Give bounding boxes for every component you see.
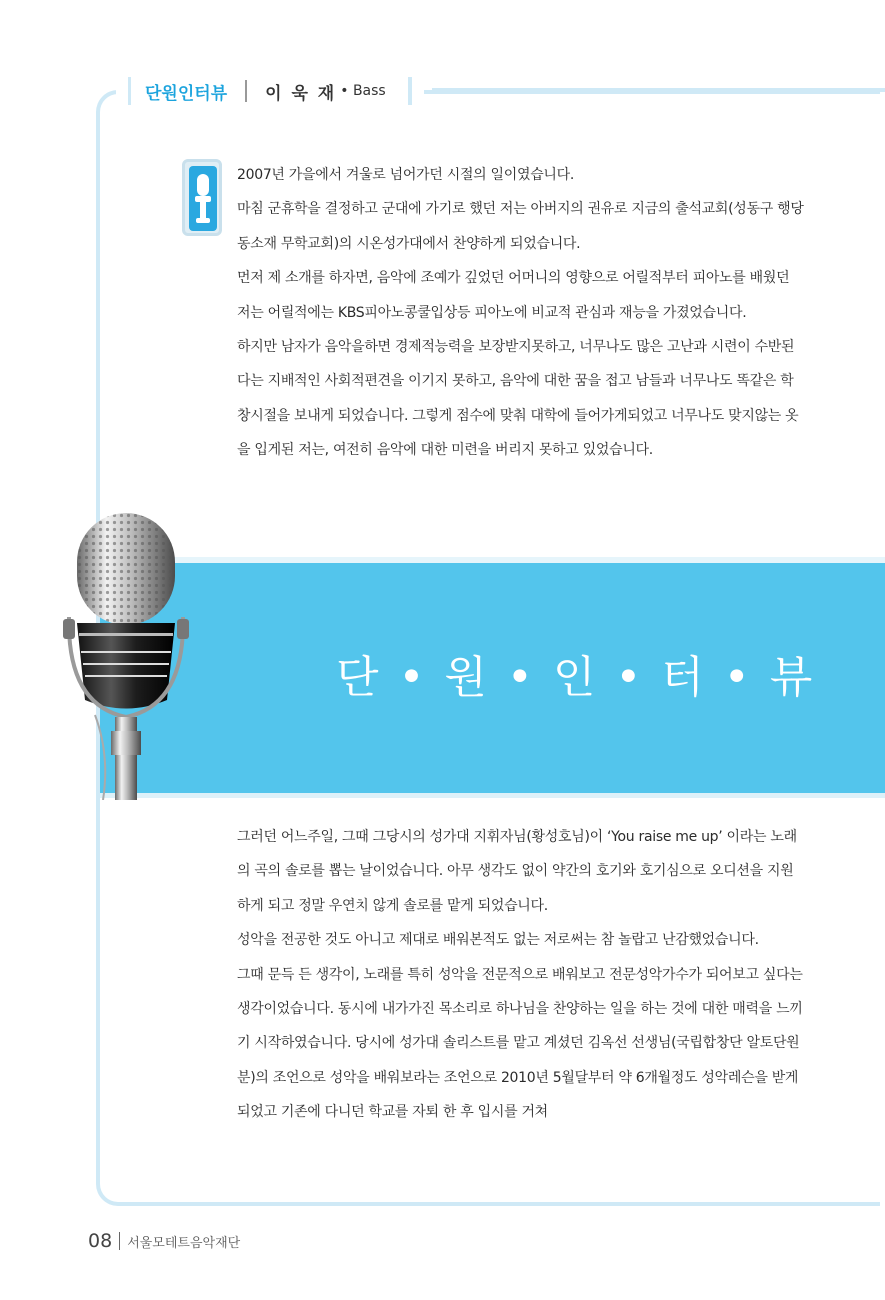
microphone-illustration-icon [55, 505, 195, 800]
intro-paragraph: 2007년 가을에서 겨울로 넘어가던 시절의 일이였습니다. [237, 167, 575, 183]
section-header [116, 74, 424, 108]
section-title: 단원인터뷰 [145, 83, 228, 104]
page-footer [88, 1230, 240, 1252]
header-bar-right [408, 77, 412, 105]
header-rule [432, 88, 885, 92]
body-paragraph: 성악을 전공한 것도 아니고 제대로 배워본적도 없는 저로써는 참 놀랍고 난감했었습니다. [237, 932, 759, 949]
body-paragraph: 그러던 어느주일, 그때 그당시의 성가대 지휘자님(황성호님)이 ‘You raise me up’ 이라는 노래의 곡의 솔로를 뽑는 날이었습니다. 아무 생각도 없이 약간의 호기와 호기심으로 오디션을 지원하게 되고 정말 우연치 않게 솔로를 맡게 되었습니다. [237, 829, 797, 914]
intro-paragraph: 하지만 남자가 음악을하면 경제적능력을 보장받지못하고, 너무나도 많은 고난과 시련이 수반된다는 지배적인 사회적편견을 이기지 못하고, 음악에 대한 꿈을 접고 남들과 너무나도 똑같은 학창시절을 보내게 되었습니다. 그렇게 점수에 맞춰 대학에 들어가게되었고 너무나도 맞지않는 옷을 입게된 저는, 여전히 음악에 대한 미련을 버리지 못하고 있었습니다. [237, 339, 799, 459]
intro-paragraph: 먼저 제 소개를 하자면, 음악에 조예가 깊었던 어머니의 영향으로 어릴적부터 피아노를 배웠던 저는 어릴적에는 KBS피아노콩쿨입상등 피아노에 비교적 관심과 재능을 가졌었습니다. [237, 270, 790, 321]
header-divider [245, 80, 247, 102]
page-number: 08 [88, 1230, 113, 1252]
body-text [237, 820, 805, 1130]
body-paragraph: 그때 문득 든 생각이, 노래를 특히 성악을 전문적으로 배워보고 전문성악가수가 되어보고 싶다는 생각이었습니다. 동시에 내가가진 목소리로 하나님을 찬양하는 일을 하는 것에 대한 매력을 느끼기 시작하였습니다. 당시에 성가대 솔리스트를 맡고 계셨던 김옥선 선생님(국립합창단 알토단원분)의 조언으로 성악을 배워보라는 조언으로 2010년 5월달부터 약 6개월정도 성악레슨을 받게되었고 기존에 다니던 학교를 자퇴 한 후 입시를 거쳐 [237, 966, 803, 1121]
intro-paragraph: 마침 군휴학을 결정하고 군대에 가기로 했던 저는 아버지의 권유로 지금의 출석교회(성동구 행당동소재 무학교회)의 시온성가대에서 찬양하게 되었습니다. [237, 201, 804, 252]
organization-name: 서울모테트음악재단 [127, 1235, 241, 1251]
member-name: 이 욱 재 [265, 83, 337, 104]
footer-divider [119, 1232, 120, 1250]
header-bar-left [128, 77, 131, 105]
intro-text [237, 158, 805, 468]
microphone-icon [182, 159, 222, 236]
banner-bottom-stripe [100, 793, 885, 798]
banner-title: 단 • 원 • 인 • 터 • 뷰 [336, 652, 816, 703]
member-role: • Bass [340, 83, 386, 99]
